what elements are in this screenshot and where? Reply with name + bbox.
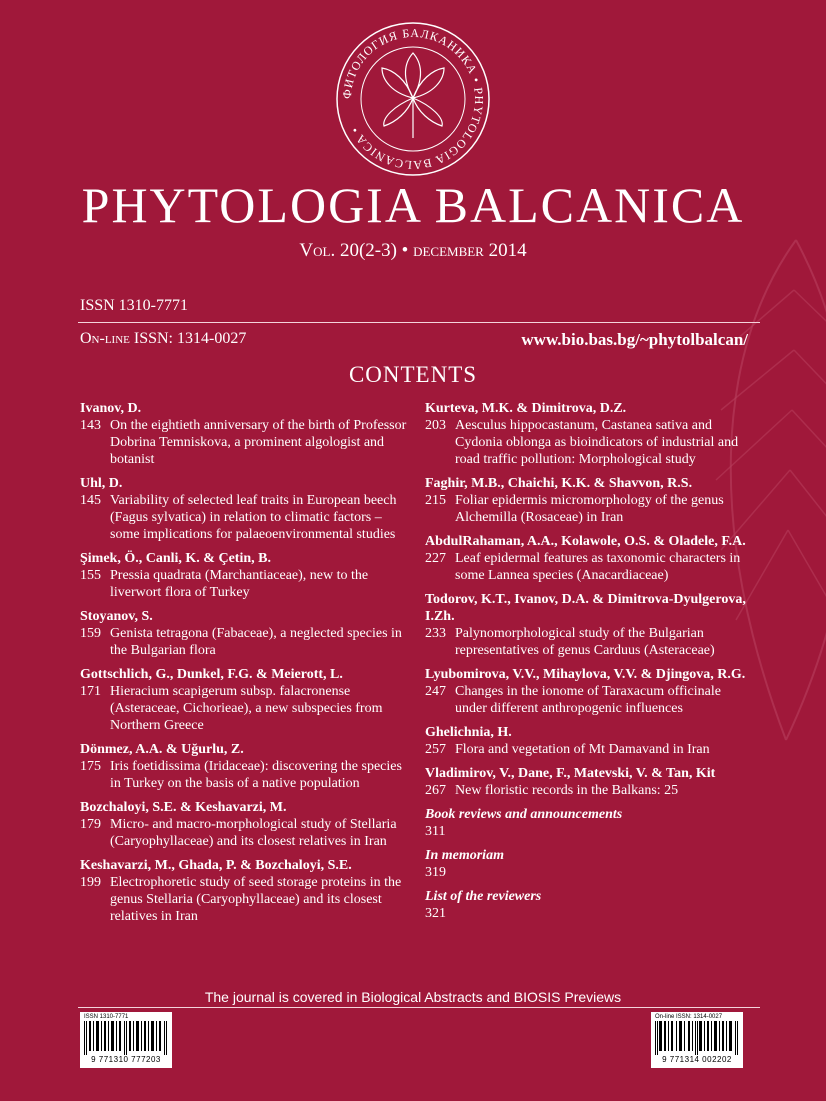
contents-entry bbox=[80, 400, 410, 468]
contents-entry bbox=[80, 857, 410, 925]
online-issn: On-line ISSN: 1314-0027 bbox=[80, 330, 247, 347]
contents-entry bbox=[425, 400, 755, 468]
contents-entry bbox=[425, 724, 755, 758]
contents-entry bbox=[80, 799, 410, 850]
entry-page: 257 bbox=[425, 742, 446, 757]
barcode-label: ISSN 1310-7771 bbox=[84, 1014, 129, 1020]
entry-page: 145 bbox=[80, 493, 101, 508]
contents-entry bbox=[425, 666, 755, 717]
contents-right-column bbox=[425, 400, 755, 929]
section-heading: Book reviews and announcements bbox=[425, 807, 623, 822]
entry-title: Leaf epidermal features as taxonomic characters in some Lannea species (Anacardiaceae) bbox=[455, 551, 741, 583]
barcode-number: 9 771310 777203 bbox=[91, 1055, 161, 1064]
journal-title: PHYTOLOGIA BALCANICA bbox=[81, 177, 745, 233]
entry-page: 247 bbox=[425, 684, 446, 699]
entry-authors: Todorov, K.T., Ivanov, D.A. & Dimitrova-Dyulgerova, I.Zh. bbox=[425, 592, 746, 624]
entry-title: Variability of selected leaf traits in European beech (Fagus sylvatica) in relation to climatic factors – some implications for palaeoenvironmental studies bbox=[110, 493, 397, 542]
online-barcode bbox=[651, 1012, 743, 1068]
entry-page: 179 bbox=[80, 817, 101, 832]
contents-entry bbox=[425, 765, 755, 799]
section-heading: In memoriam bbox=[425, 848, 504, 863]
contents-entry bbox=[425, 533, 755, 584]
extra-section bbox=[425, 806, 755, 840]
entry-authors: Bozchaloyi, S.E. & Keshavarzi, M. bbox=[80, 800, 287, 815]
contents-entry bbox=[80, 741, 410, 792]
entry-page: 159 bbox=[80, 626, 101, 641]
entry-page: 227 bbox=[425, 551, 446, 566]
entry-title: Changes in the ionome of Taraxacum officinale under different anthropogenic influences bbox=[455, 684, 721, 716]
contents-entry bbox=[80, 608, 410, 659]
entry-authors: Kurteva, M.K. & Dimitrova, D.Z. bbox=[425, 401, 627, 416]
section-page: 311 bbox=[425, 824, 446, 839]
entry-title: Aesculus hippocastanum, Castanea sativa and Cydonia oblonga as bioindicators of industrial and road traffic pollution: Morphological study bbox=[455, 418, 739, 467]
print-barcode bbox=[80, 1012, 172, 1068]
entry-title: Iris foetidissima (Iridaceae): discovering the species in Turkey on the basis of a native population bbox=[110, 759, 402, 791]
entry-authors: Uhl, D. bbox=[80, 476, 123, 491]
entry-title: Hieracium scapigerum subsp. falacronense (Asteraceae, Cichorieae), a new subspecies from Northern Greece bbox=[110, 684, 383, 733]
divider bbox=[78, 322, 760, 323]
barcode-bars-icon bbox=[84, 1021, 168, 1055]
contents-entry bbox=[425, 591, 755, 659]
volume-issue: Vol. 20(2-3) • december 2014 bbox=[299, 240, 527, 261]
entry-title: On the eightieth anniversary of the birth of Professor Dobrina Temniskova, a prominent algologist and botanist bbox=[110, 418, 407, 467]
contents-heading: CONTENTS bbox=[348, 362, 478, 387]
entry-title: Electrophoretic study of seed storage proteins in the genus Stellaria (Caryophyllaceae) and its closest relatives in Iran bbox=[110, 875, 402, 924]
barcode-bars-icon bbox=[655, 1021, 739, 1055]
footer-divider bbox=[78, 1007, 760, 1008]
barcode-number: 9 771314 002202 bbox=[662, 1055, 732, 1064]
entry-page: 203 bbox=[425, 418, 446, 433]
contents-entry bbox=[425, 475, 755, 526]
contents-entry bbox=[80, 550, 410, 601]
entry-title: Pressia quadrata (Marchantiaceae), new to the liverwort flora of Turkey bbox=[110, 568, 369, 600]
entry-authors: Faghir, M.B., Chaichi, K.K. & Shavvon, R.S. bbox=[425, 476, 693, 491]
entry-page: 171 bbox=[80, 684, 101, 699]
entry-title: Genista tetragona (Fabaceae), a neglected species in the Bulgarian flora bbox=[110, 626, 402, 658]
section-page: 319 bbox=[425, 865, 446, 880]
journal-emblem-icon bbox=[332, 18, 494, 180]
entry-page: 215 bbox=[425, 493, 446, 508]
entry-title: New floristic records in the Balkans: 25 bbox=[455, 783, 679, 798]
entry-title: Palynomorphological study of the Bulgarian representatives of genus Carduus (Asteraceae) bbox=[455, 626, 715, 658]
entry-page: 155 bbox=[80, 568, 101, 583]
contents-entry bbox=[80, 475, 410, 543]
extra-section bbox=[425, 847, 755, 881]
entry-title: Foliar epidermis micromorphology of the genus Alchemilla (Rosaceae) in Iran bbox=[455, 493, 724, 525]
entry-authors: Dönmez, A.A. & Uğurlu, Z. bbox=[80, 742, 244, 757]
section-heading: List of the reviewers bbox=[425, 889, 542, 904]
section-page: 321 bbox=[425, 906, 446, 921]
entry-page: 199 bbox=[80, 875, 101, 890]
website-link[interactable]: www.bio.bas.bg/~phytolbalcan/ bbox=[521, 330, 748, 349]
entry-authors: Gottschlich, G., Dunkel, F.G. & Meierott, L. bbox=[80, 667, 343, 682]
entry-authors: Stoyanov, S. bbox=[80, 609, 153, 624]
entry-page: 267 bbox=[425, 783, 446, 798]
entry-authors: Keshavarzi, M., Ghada, P. & Bozchaloyi, S.E. bbox=[80, 858, 352, 873]
entry-authors: Şimek, Ö., Canli, K. & Çetin, B. bbox=[80, 551, 271, 566]
entry-authors: Ghelichnia, H. bbox=[425, 725, 512, 740]
entry-authors: Lyubomirova, V.V., Mihaylova, V.V. & Djingova, R.G. bbox=[425, 667, 746, 682]
entry-page: 233 bbox=[425, 626, 446, 641]
indexing-note: The journal is covered in Biological Abstracts and BIOSIS Previews bbox=[204, 989, 622, 1005]
contents-left-column bbox=[80, 400, 410, 932]
entry-authors: Vladimirov, V., Dane, F., Matevski, V. & Tan, Kit bbox=[425, 766, 716, 781]
entry-title: Micro- and macro-morphological study of Stellaria (Caryophyllaceae) and its closest relatives in Iran bbox=[110, 817, 397, 849]
contents-entry bbox=[80, 666, 410, 734]
extra-section bbox=[425, 888, 755, 922]
entry-page: 143 bbox=[80, 418, 101, 433]
print-issn: ISSN 1310-7771 bbox=[80, 297, 189, 314]
emblem-text: ФИТОЛОГИЯ БАЛКАНИКА • PHYTOLOGIA BALCANICA • bbox=[339, 25, 487, 173]
barcode-label: On-line ISSN: 1314-0027 bbox=[655, 1014, 723, 1020]
entry-authors: Ivanov, D. bbox=[80, 401, 142, 416]
entry-title: Flora and vegetation of Mt Damavand in Iran bbox=[455, 742, 710, 757]
entry-page: 175 bbox=[80, 759, 101, 774]
entry-authors: AbdulRahaman, A.A., Kolawole, O.S. & Oladele, F.A. bbox=[425, 534, 746, 549]
